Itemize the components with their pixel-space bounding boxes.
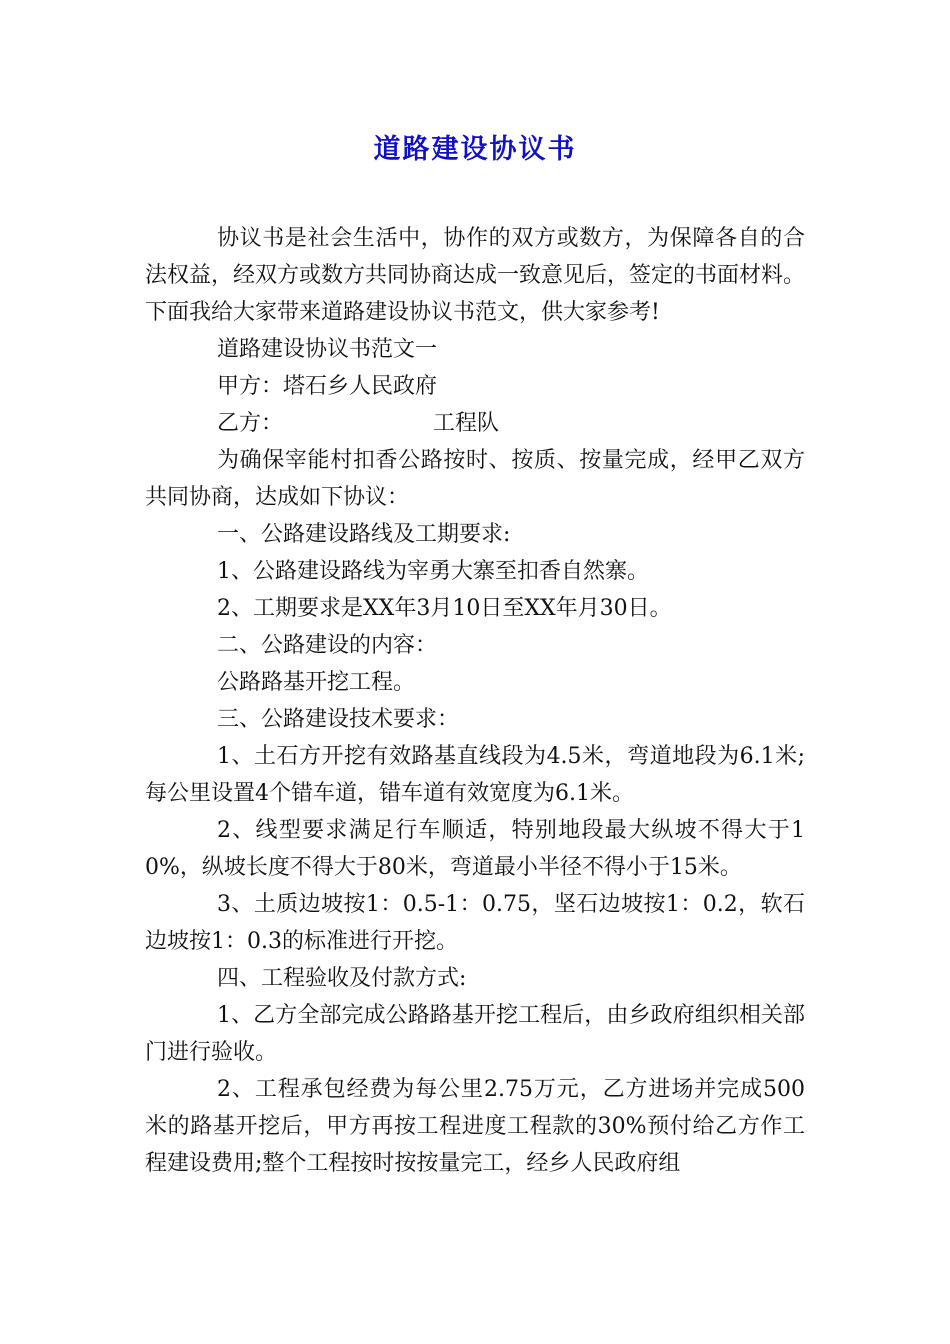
- sample-heading: 道路建设协议书范文一: [217, 337, 438, 362]
- section1-item1: 1、公路建设路线为宰勇大寨至扣香自然寨。: [217, 559, 649, 584]
- party-b-label: 乙方：: [217, 411, 284, 436]
- section3-item2: 2、线型要求满足行车顺适，特别地段最大纵坡不得大于10%，纵坡长度不得大于80米，弯道最小半径不得小于15米。: [145, 818, 805, 880]
- section1-item2: 2、工期要求是XX年3月10日至XX年月30日。: [217, 596, 672, 621]
- party-a-line: 甲方：塔石乡人民政府: [217, 374, 438, 399]
- section3-item1: 1、土石方开挖有效路基直线段为4.5米，弯道地段为6.1米;每公里设置4个错车道，错车道有效宽度为6.1米。: [145, 744, 805, 806]
- section2-heading: 二、公路建设的内容：: [217, 633, 438, 658]
- section4-item2: 2、工程承包经费为每公里2.75万元，乙方进场并完成500米的路基开挖后，甲方再按工程进度工程款的30%预付给乙方作工程建设费用;整个工程按时按按量完工，经乡人民政府组: [145, 1077, 805, 1176]
- intro-paragraph: 协议书是社会生活中，协作的双方或数方，为保障各自的合法权益，经双方或数方共同协商达成一致意见后，签定的书面材料。下面我给大家带来道路建设协议书范文，供大家参考!: [145, 226, 806, 325]
- section1-heading: 一、公路建设路线及工期要求:: [217, 522, 511, 547]
- purpose-paragraph: 为确保宰能村扣香公路按时、按质、按量完成，经甲乙双方共同协商，达成如下协议：: [145, 448, 805, 510]
- section2-content: 公路路基开挖工程。: [217, 670, 416, 695]
- document-body: [145, 220, 805, 1182]
- section3-heading: 三、公路建设技术要求：: [217, 707, 460, 732]
- section4-item1: 1、乙方全部完成公路路基开挖工程后，由乡政府组织相关部门进行验收。: [145, 1003, 805, 1065]
- party-b-line: [145, 405, 805, 442]
- section3-item3: 3、土质边坡按1：0.5-1：0.75，坚石边坡按1：0.2，软石边坡按1：0.3的标准进行开挖。: [145, 892, 805, 954]
- document-title: 道路建设协议书: [373, 134, 577, 165]
- section4-heading: 四、工程验收及付款方式:: [217, 966, 467, 991]
- party-b-value: 工程队: [433, 411, 500, 436]
